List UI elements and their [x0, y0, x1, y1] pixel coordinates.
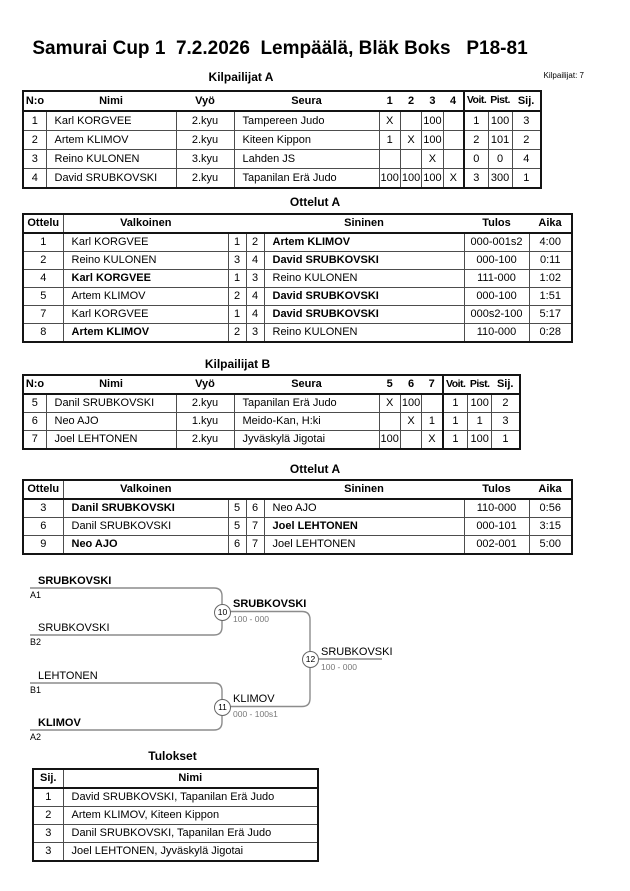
column-header: Tulos — [464, 214, 529, 233]
bracket-match-score: 100 - 000 — [321, 662, 357, 672]
cell: 3 — [512, 111, 541, 131]
cell: 300 — [488, 169, 512, 189]
column-header: Tulos — [464, 480, 529, 499]
cell: Joel LEHTONEN, Jyväskylä Jigotai — [63, 843, 318, 862]
cell: 3 — [23, 499, 63, 518]
cell: 100 — [422, 111, 443, 131]
column-header: Nimi — [46, 375, 176, 394]
cell: 3.kyu — [176, 150, 234, 169]
cell: 4 — [246, 306, 264, 324]
cell: Artem KLIMOV — [63, 288, 228, 306]
table-row — [23, 288, 572, 306]
table-row — [23, 413, 520, 431]
cell: 1 — [468, 413, 492, 431]
cell: 2.kyu — [176, 131, 234, 150]
cell: X — [422, 431, 443, 450]
cell: Karl KORGVEE — [63, 233, 228, 252]
cell — [400, 431, 421, 450]
table-row — [23, 394, 520, 413]
cell: Joel LEHTONEN — [46, 431, 176, 450]
cell: 9 — [23, 536, 63, 555]
cell: David SRUBKOVSKI — [264, 252, 464, 270]
cell: 6 — [228, 536, 246, 555]
cell: 100 — [422, 169, 443, 189]
match-number-circle: 11 — [214, 699, 231, 716]
cell: 7 — [246, 536, 264, 555]
cell: 000-100 — [464, 252, 529, 270]
cell: 2 — [228, 288, 246, 306]
table-row — [23, 270, 572, 288]
header-row — [23, 91, 541, 111]
cell: Tapanilan Erä Judo — [234, 394, 379, 413]
column-header: Aika — [529, 480, 572, 499]
cell: Neo AJO — [264, 499, 464, 518]
column-header: Pist. — [468, 375, 492, 394]
cell: 2 — [33, 807, 63, 825]
cell: 1 — [443, 413, 468, 431]
section-title-results: Tulokset — [148, 749, 197, 763]
match-number-circle: 12 — [302, 651, 319, 668]
bracket-match-score: 000 - 100s1 — [233, 709, 278, 719]
cell: Jyväskylä Jigotai — [234, 431, 379, 450]
table-row — [23, 431, 520, 450]
column-header: Ottelu — [23, 214, 63, 233]
cell: 2.kyu — [176, 169, 234, 189]
bracket-seed: A2 — [30, 732, 42, 742]
cell: 3 — [246, 324, 264, 343]
cell: 4:00 — [529, 233, 572, 252]
table-row — [33, 807, 318, 825]
bracket-slot-name: KLIMOV — [38, 717, 81, 729]
column-header: 3 — [422, 91, 443, 111]
section-title-matches-a: Ottelut A — [289, 195, 341, 209]
header-row — [23, 214, 572, 233]
bracket-seed: B1 — [30, 685, 42, 695]
cell: 2 — [512, 131, 541, 150]
cell: 3 — [464, 169, 488, 189]
column-header: 4 — [443, 91, 464, 111]
cell: 1 — [23, 111, 46, 131]
cell: 5 — [228, 499, 246, 518]
cell — [443, 150, 464, 169]
cell: Karl KORGVEE — [46, 111, 176, 131]
cell: X — [379, 394, 400, 413]
cell: 100 — [400, 394, 421, 413]
cell: Danil SRUBKOVSKI, Tapanilan Erä Judo — [63, 825, 318, 843]
cell — [443, 131, 464, 150]
cell: 100 — [468, 394, 492, 413]
cell: 6 — [23, 518, 63, 536]
cell — [400, 150, 421, 169]
bracket-slot-name: SRUBKOVSKI — [38, 622, 110, 634]
header-row — [23, 375, 520, 394]
cell: 1 — [33, 788, 63, 807]
cell: 0 — [464, 150, 488, 169]
bracket-slot-name: SRUBKOVSKI — [38, 575, 112, 587]
cell — [379, 413, 400, 431]
column-header: Sij. — [33, 769, 63, 788]
table-row — [23, 169, 541, 189]
cell: Reino KULONEN — [63, 252, 228, 270]
column-header: 7 — [422, 375, 443, 394]
cell: 0:56 — [529, 499, 572, 518]
table-row — [23, 518, 572, 536]
bracket-slot-name: LEHTONEN — [38, 670, 98, 682]
column-header — [246, 214, 264, 233]
cell: David SRUBKOVSKI — [46, 169, 176, 189]
cell: 000-101 — [464, 518, 529, 536]
cell: 1 — [228, 270, 246, 288]
column-header: Sij. — [492, 375, 520, 394]
cell: 3 — [246, 270, 264, 288]
cell: 100 — [488, 111, 512, 131]
pool-b-table — [22, 374, 521, 450]
column-header: N:o — [23, 91, 46, 111]
cell: 8 — [23, 324, 63, 343]
cell: Artem KLIMOV — [63, 324, 228, 343]
table-row — [33, 788, 318, 807]
cell: 3 — [33, 825, 63, 843]
cell: 111-000 — [464, 270, 529, 288]
cell: 1 — [443, 394, 468, 413]
cell: 4 — [246, 252, 264, 270]
cell: X — [379, 111, 400, 131]
bracket-seed: B2 — [30, 637, 42, 647]
column-header: Sij. — [512, 91, 541, 111]
column-header: 2 — [400, 91, 421, 111]
column-header: Voit. — [443, 375, 468, 394]
pool-a-table — [22, 90, 542, 189]
cell: 3:15 — [529, 518, 572, 536]
cell: 6 — [23, 413, 46, 431]
cell: 1 — [23, 233, 63, 252]
cell: David SRUBKOVSKI, Tapanilan Erä Judo — [63, 788, 318, 807]
cell: X — [443, 169, 464, 189]
cell: 4 — [23, 169, 46, 189]
cell: 3 — [23, 150, 46, 169]
cell: Artem KLIMOV — [46, 131, 176, 150]
column-header: 5 — [379, 375, 400, 394]
cell: 110-000 — [464, 499, 529, 518]
cell: 3 — [492, 413, 520, 431]
cell: Karl KORGVEE — [63, 270, 228, 288]
column-header: Aika — [529, 214, 572, 233]
cell: 100 — [379, 169, 400, 189]
column-header — [246, 480, 264, 499]
column-header: Ottelu — [23, 480, 63, 499]
cell: 1 — [379, 131, 400, 150]
cell: X — [422, 150, 443, 169]
cell: 2 — [228, 324, 246, 343]
page-title: Samurai Cup 1 7.2.2026 Lempäälä, Bläk Boks P18-81 — [32, 38, 528, 59]
cell: 4 — [23, 270, 63, 288]
cell: 7 — [23, 306, 63, 324]
competitor-count-label: Kilpailijat: 7 — [543, 71, 584, 80]
column-header: Vyö — [176, 91, 234, 111]
cell: X — [400, 131, 421, 150]
cell: 2 — [23, 131, 46, 150]
cell: Karl KORGVEE — [63, 306, 228, 324]
cell: 100 — [422, 131, 443, 150]
cell: 0:11 — [529, 252, 572, 270]
column-header: 6 — [400, 375, 421, 394]
table-row — [33, 843, 318, 862]
cell: Lahden JS — [234, 150, 379, 169]
table-row — [23, 252, 572, 270]
cell: Meido-Kan, H:ki — [234, 413, 379, 431]
bracket-winner-name: SRUBKOVSKI — [233, 598, 307, 610]
column-header: Vyö — [176, 375, 234, 394]
column-header: Sininen — [264, 214, 464, 233]
cell: 1 — [464, 111, 488, 131]
cell: 3 — [33, 843, 63, 862]
cell: 4 — [246, 288, 264, 306]
cell: David SRUBKOVSKI — [264, 306, 464, 324]
table-row — [23, 131, 541, 150]
cell — [422, 394, 443, 413]
cell: 7 — [23, 431, 46, 450]
cell: 2 — [246, 233, 264, 252]
column-header: Pist. — [488, 91, 512, 111]
cell: 002-001 — [464, 536, 529, 555]
cell: 2.kyu — [176, 111, 234, 131]
cell: 100 — [468, 431, 492, 450]
table-row — [23, 536, 572, 555]
cell: 5 — [23, 288, 63, 306]
cell — [443, 111, 464, 131]
cell: 1 — [443, 431, 468, 450]
cell: Artem KLIMOV, Kiteen Kippon — [63, 807, 318, 825]
column-header: N:o — [23, 375, 46, 394]
results-table — [32, 768, 319, 862]
column-header: Sininen — [264, 480, 464, 499]
matches-a-table — [22, 213, 573, 343]
cell: Kiteen Kippon — [234, 131, 379, 150]
cell: 2 — [492, 394, 520, 413]
column-header: Nimi — [46, 91, 176, 111]
bracket-winner-name: SRUBKOVSKI — [321, 646, 393, 658]
cell: 0:28 — [529, 324, 572, 343]
column-header: Seura — [234, 91, 379, 111]
cell: 000-100 — [464, 288, 529, 306]
cell: 1 — [228, 233, 246, 252]
cell: Danil SRUBKOVSKI — [63, 518, 228, 536]
cell: 3 — [228, 252, 246, 270]
cell: 110-000 — [464, 324, 529, 343]
cell: 2 — [464, 131, 488, 150]
cell: Reino KULONEN — [264, 324, 464, 343]
cell: 5 — [23, 394, 46, 413]
column-header: Nimi — [63, 769, 318, 788]
cell: X — [400, 413, 421, 431]
cell: Tapanilan Erä Judo — [234, 169, 379, 189]
cell: 100 — [379, 431, 400, 450]
cell: 2 — [23, 252, 63, 270]
cell: David SRUBKOVSKI — [264, 288, 464, 306]
bracket-match-score: 100 - 000 — [233, 614, 269, 624]
matches-b-table — [22, 479, 573, 555]
cell: 000s2-100 — [464, 306, 529, 324]
cell: Joel LEHTONEN — [264, 536, 464, 555]
section-title-pool-a: Kilpailijat A — [208, 70, 274, 84]
cell: Tampereen Judo — [234, 111, 379, 131]
cell: 4 — [512, 150, 541, 169]
cell: Neo AJO — [63, 536, 228, 555]
cell: 2.kyu — [176, 431, 234, 450]
header-row — [23, 480, 572, 499]
elimination-bracket — [0, 565, 630, 760]
header-row — [33, 769, 318, 788]
column-header: Seura — [234, 375, 379, 394]
cell: 1 — [228, 306, 246, 324]
cell: Danil SRUBKOVSKI — [46, 394, 176, 413]
cell: Reino KULONEN — [46, 150, 176, 169]
bracket-seed: A1 — [30, 590, 42, 600]
table-row — [23, 233, 572, 252]
cell: Reino KULONEN — [264, 270, 464, 288]
cell — [400, 111, 421, 131]
cell: Artem KLIMOV — [264, 233, 464, 252]
cell — [379, 150, 400, 169]
cell: 0 — [488, 150, 512, 169]
table-row — [23, 111, 541, 131]
table-row — [33, 825, 318, 843]
cell: 5:17 — [529, 306, 572, 324]
table-row — [23, 150, 541, 169]
column-header: Valkoinen — [63, 214, 228, 233]
bracket-winner-name: KLIMOV — [233, 693, 275, 705]
column-header — [228, 480, 246, 499]
cell: 1 — [512, 169, 541, 189]
cell: 000-001s2 — [464, 233, 529, 252]
column-header: 1 — [379, 91, 400, 111]
cell: 1:02 — [529, 270, 572, 288]
cell: 5 — [228, 518, 246, 536]
cell: 1:51 — [529, 288, 572, 306]
cell: 7 — [246, 518, 264, 536]
table-row — [23, 306, 572, 324]
cell: 5:00 — [529, 536, 572, 555]
match-number-circle: 10 — [214, 604, 231, 621]
cell: Neo AJO — [46, 413, 176, 431]
column-header: Voit. — [464, 91, 488, 111]
cell: 100 — [400, 169, 421, 189]
table-row — [23, 499, 572, 518]
cell: 1.kyu — [176, 413, 234, 431]
cell: 101 — [488, 131, 512, 150]
cell: 1 — [422, 413, 443, 431]
column-header — [228, 214, 246, 233]
cell: Danil SRUBKOVSKI — [63, 499, 228, 518]
column-header: Valkoinen — [63, 480, 228, 499]
table-row — [23, 324, 572, 343]
cell: 6 — [246, 499, 264, 518]
section-title-matches-b: Ottelut A — [289, 462, 341, 476]
cell: Joel LEHTONEN — [264, 518, 464, 536]
cell: 2.kyu — [176, 394, 234, 413]
cell: 1 — [492, 431, 520, 450]
section-title-pool-b: Kilpailijat B — [204, 357, 271, 371]
